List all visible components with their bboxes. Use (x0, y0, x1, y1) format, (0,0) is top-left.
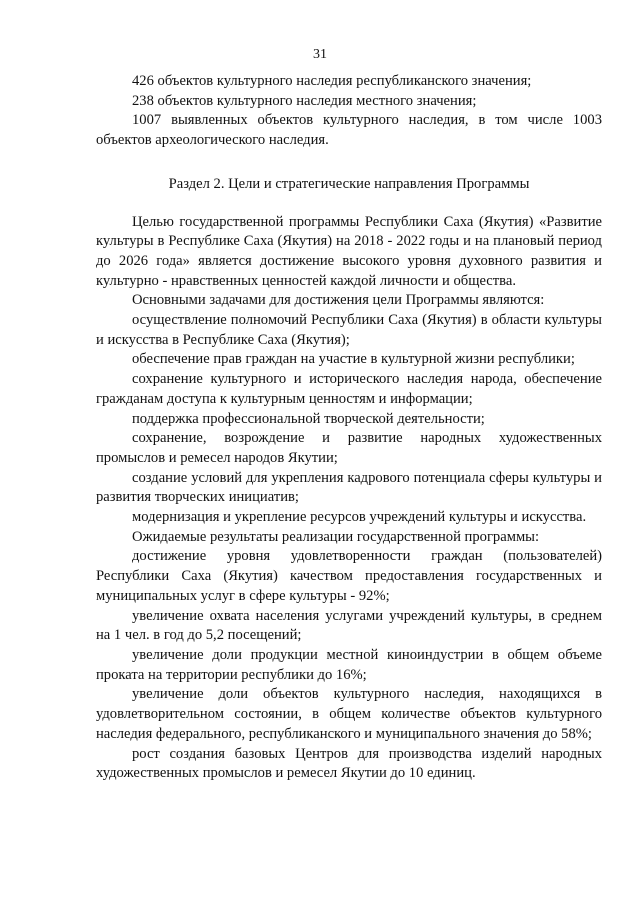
paragraph: 426 объектов культурного наследия республиканского значения; (132, 73, 532, 89)
document-body (96, 72, 602, 784)
list-item: увеличение доли объектов культурного наследия, находящихся в удовлетворительном состоянии, в общем количестве объектов культурного наследия федерального, республиканского и муниципального значения до 58%; (96, 686, 602, 742)
section-heading: Раздел 2. Цели и стратегические направления Программы (168, 175, 530, 192)
list-item: достижение уровня удовлетворенности граждан (пользователей) Республики Саха (Якутия) качеством предоставления государственных и муниципальных услуг в сфере культуры - 92%; (96, 548, 602, 604)
list-item: сохранение культурного и исторического наследия народа, обеспечение гражданам доступа к культурным ценностям и информации; (96, 371, 602, 407)
list-item: создание условий для укрепления кадрового потенциала сферы культуры и развития творческих инициатив; (96, 469, 602, 506)
page-number: 31 (313, 47, 327, 62)
list-item: обеспечение прав граждан на участие в культурной жизни республики; (132, 351, 575, 368)
list-item: сохранение, возрождение и развитие народных художественных промыслов и ремесел народов Якутии; (96, 430, 602, 466)
paragraph: 238 объектов культурного наследия местного значения; (132, 92, 477, 109)
paragraph: Основными задачами для достижения цели Программы являются: (132, 292, 545, 309)
list-item: модернизация и укрепление ресурсов учреждений культуры и искусства. (132, 509, 587, 526)
list-item: увеличение доли продукции местной киноиндустрии в общем объеме проката на территории республики до 16%; (96, 646, 602, 683)
paragraph: 1007 выявленных объектов культурного наследия, в том числе 1003 объектов археологического наследия. (96, 112, 602, 149)
list-item: рост создания базовых Центров для производства изделий народных художественных промыслов и ремесел Якутии до 10 единиц. (96, 745, 602, 782)
list-item: осуществление полномочий Республики Саха (Якутия) в области культуры и искусства в Республике Саха (Якутия); (96, 312, 602, 348)
paragraph: Целью государственной программы Республики Саха (Якутия) «Развитие культуры в Республике Саха (Якутия) на 2018 - 2022 годы и на плановый период до 2026 года» является достижение высокого уровня духовного развития и культурно - нравственных ценностей каждой личности и общества. (96, 213, 602, 289)
paragraph: Ожидаемые результаты реализации государственной программы: (132, 528, 540, 545)
list-item: увеличение охвата населения услугами учреждений культуры, в среднем на 1 чел. в год до 5,2 посещений; (96, 607, 602, 644)
list-item: поддержка профессиональной творческой деятельности; (132, 410, 485, 427)
